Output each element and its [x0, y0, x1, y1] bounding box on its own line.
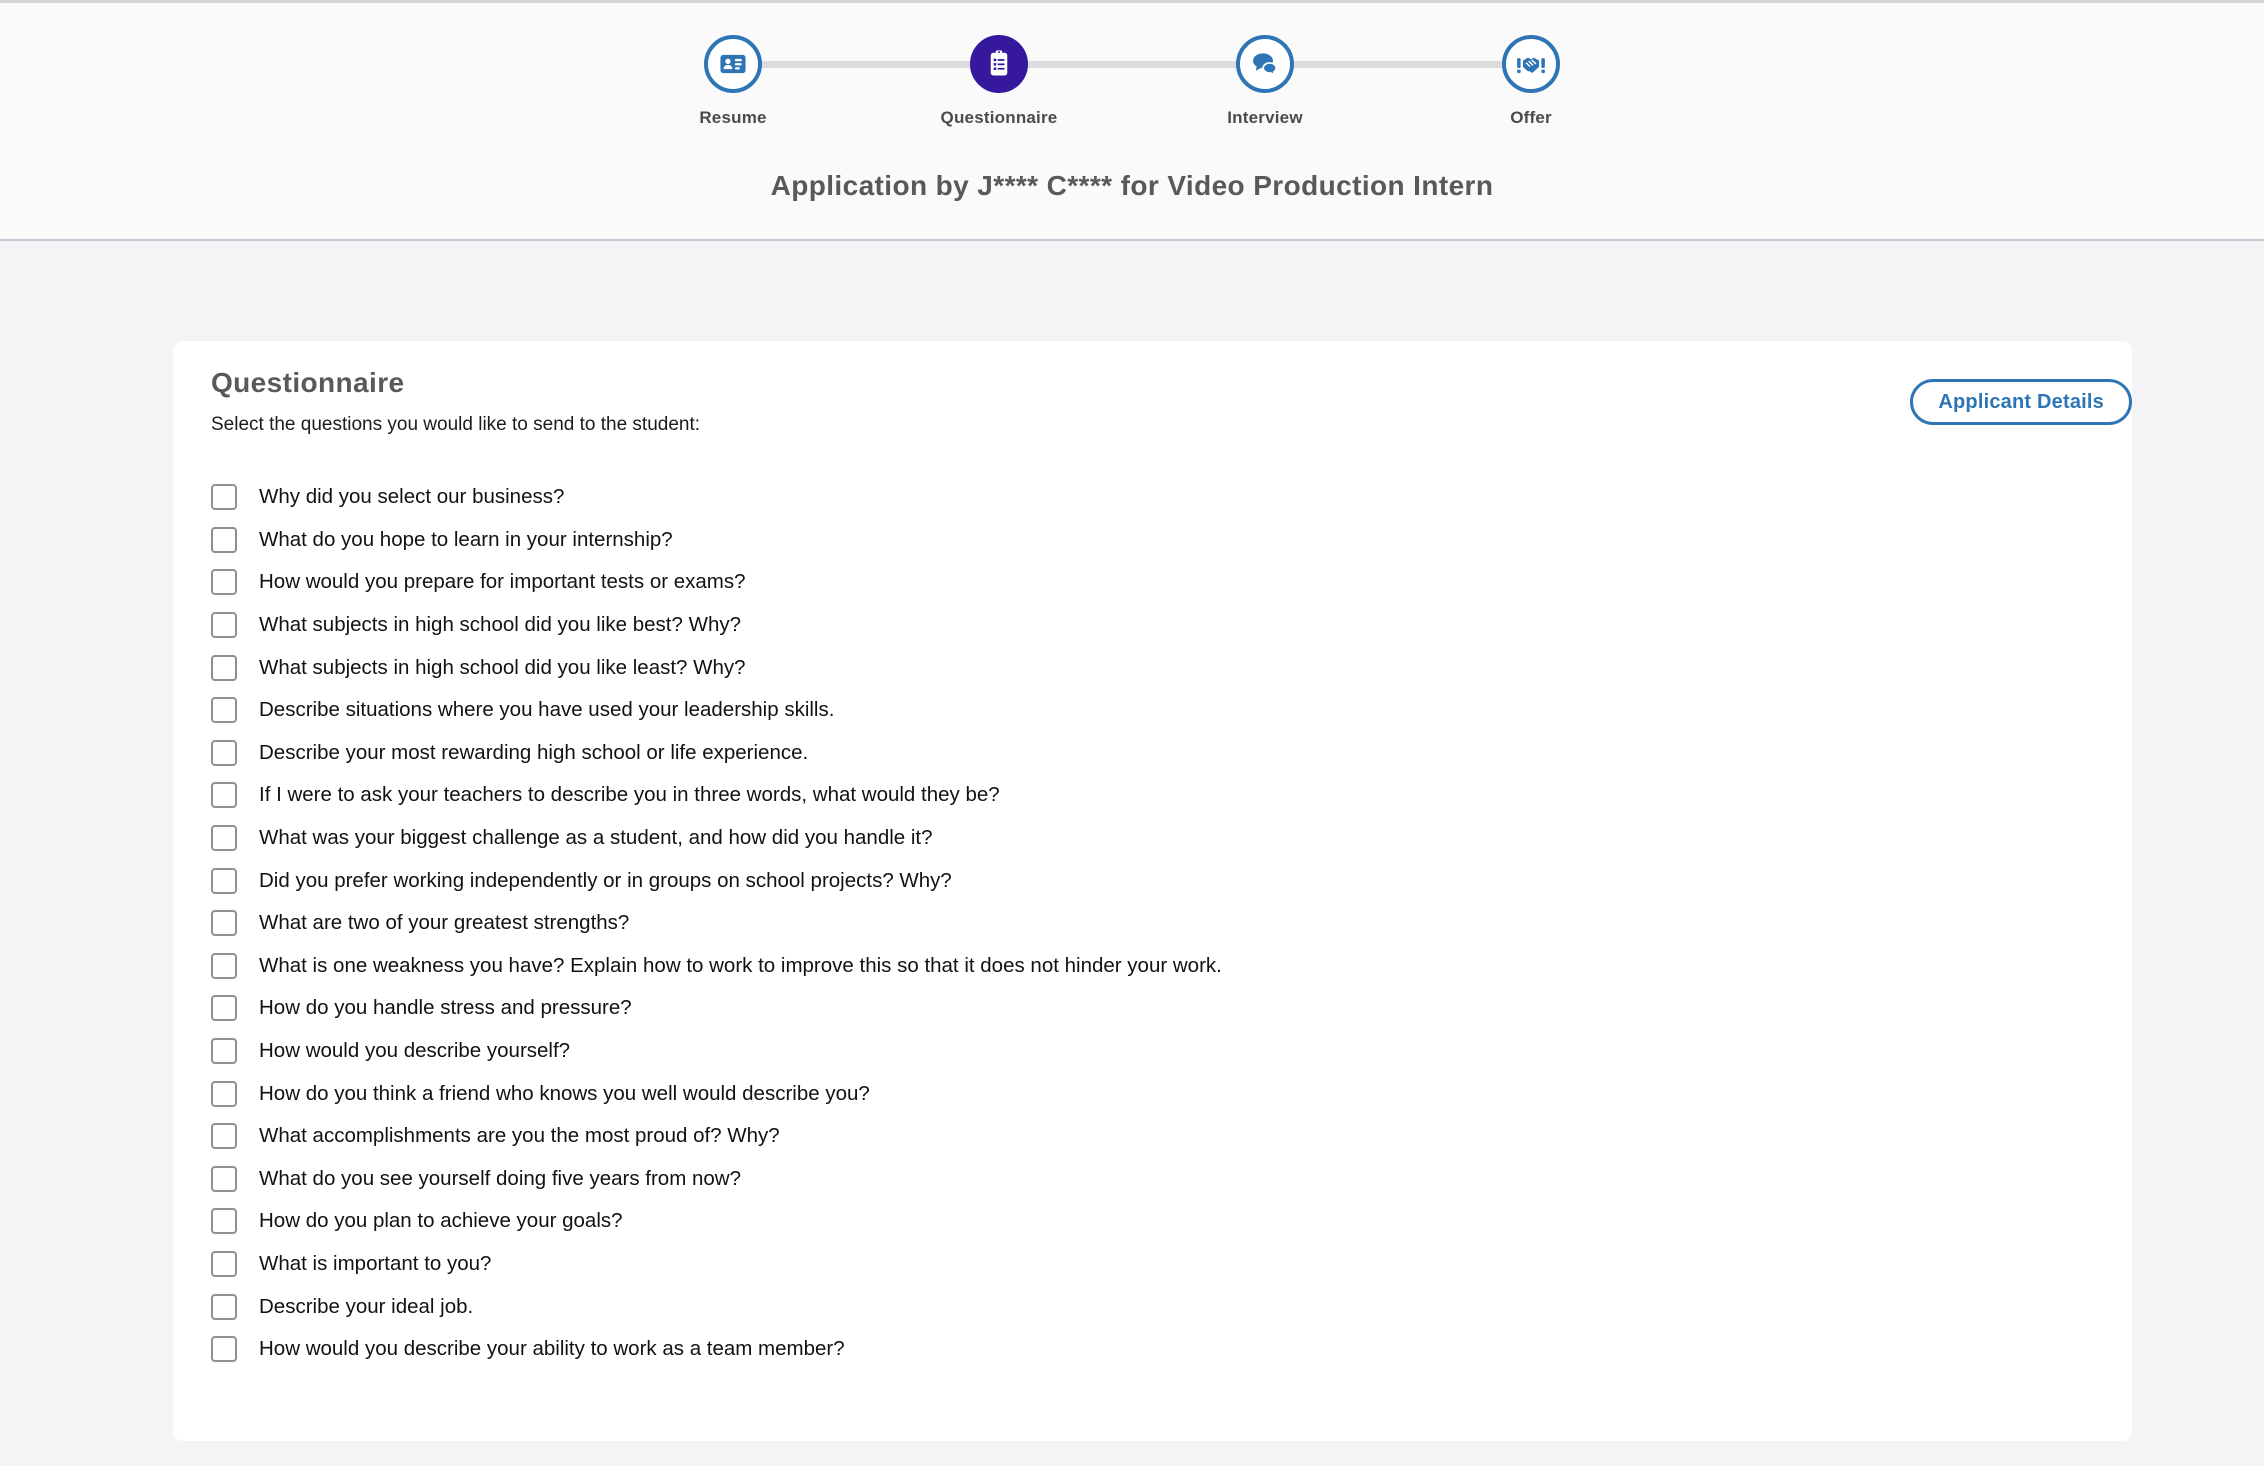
question-row[interactable]: [211, 689, 2092, 732]
question-list: [211, 476, 2092, 1370]
question-checkbox[interactable]: [211, 484, 237, 510]
question-row[interactable]: [211, 1158, 2092, 1201]
question-label: What subjects in high school did you like least? Why?: [259, 655, 746, 679]
stepper-step-offer[interactable]: [1398, 35, 1664, 128]
question-row[interactable]: [211, 774, 2092, 817]
question-checkbox[interactable]: [211, 953, 237, 979]
question-label: Did you prefer working independently or in groups on school projects? Why?: [259, 868, 952, 892]
question-label: How do you think a friend who knows you well would describe you?: [259, 1081, 870, 1105]
question-label: Describe situations where you have used your leadership skills.: [259, 698, 835, 722]
chat-bubbles-icon: [1249, 48, 1281, 80]
applicant-details-button[interactable]: Applicant Details: [1910, 379, 2132, 425]
question-row[interactable]: [211, 1072, 2092, 1115]
question-row[interactable]: [211, 604, 2092, 647]
question-checkbox[interactable]: [211, 782, 237, 808]
question-label: How would you describe your ability to work as a team member?: [259, 1337, 845, 1361]
question-label: What do you hope to learn in your internship?: [259, 527, 673, 551]
question-row[interactable]: [211, 1285, 2092, 1328]
stepper-label-offer: Offer: [1510, 108, 1552, 127]
question-label: What is important to you?: [259, 1251, 492, 1275]
stepper-step-interview[interactable]: [1132, 35, 1398, 128]
question-label: How do you handle stress and pressure?: [259, 996, 632, 1020]
question-row[interactable]: [211, 1328, 2092, 1371]
stepper-step-questionnaire[interactable]: [866, 35, 1132, 128]
question-checkbox[interactable]: [211, 1166, 237, 1192]
questionnaire-card: [173, 341, 2132, 1441]
question-label: What are two of your greatest strengths?: [259, 911, 630, 935]
question-checkbox[interactable]: [211, 1038, 237, 1064]
questionnaire-instruction: Select the questions you would like to send to the student:: [211, 414, 701, 435]
question-checkbox[interactable]: [211, 825, 237, 851]
offer-step-circle: [1502, 35, 1560, 93]
question-label: If I were to ask your teachers to describe you in three words, what would they be?: [259, 783, 1000, 807]
question-row[interactable]: [211, 859, 2092, 902]
resume-step-circle: [704, 35, 762, 93]
id-card-icon: [717, 48, 749, 80]
question-row[interactable]: [211, 561, 2092, 604]
question-row[interactable]: [211, 476, 2092, 519]
question-row[interactable]: [211, 945, 2092, 988]
question-label: How do you plan to achieve your goals?: [259, 1209, 623, 1233]
stepper-step-resume[interactable]: [600, 35, 866, 128]
question-label: Describe your most rewarding high school or life experience.: [259, 740, 809, 764]
question-checkbox[interactable]: [211, 910, 237, 936]
handshake-icon: [1515, 48, 1547, 80]
question-checkbox[interactable]: [211, 527, 237, 553]
question-checkbox[interactable]: [211, 868, 237, 894]
main-content: [0, 341, 2264, 1466]
question-checkbox[interactable]: [211, 569, 237, 595]
question-row[interactable]: [211, 817, 2092, 860]
question-label: How would you describe yourself?: [259, 1039, 571, 1063]
questionnaire-step-circle: [970, 35, 1028, 93]
question-checkbox[interactable]: [211, 740, 237, 766]
question-row[interactable]: [211, 732, 2092, 775]
question-row[interactable]: [211, 1200, 2092, 1243]
question-label: What accomplishments are you the most proud of? Why?: [259, 1124, 780, 1148]
question-label: How would you prepare for important tests or exams?: [259, 570, 746, 594]
question-checkbox[interactable]: [211, 1336, 237, 1362]
question-label: Describe your ideal job.: [259, 1294, 474, 1318]
question-row[interactable]: [211, 902, 2092, 945]
question-checkbox[interactable]: [211, 697, 237, 723]
stepper-label-resume: Resume: [699, 108, 767, 127]
question-row[interactable]: [211, 1243, 2092, 1286]
question-row[interactable]: [211, 1030, 2092, 1073]
stepper-label-questionnaire: Questionnaire: [940, 108, 1058, 127]
question-row[interactable]: [211, 987, 2092, 1030]
question-label: What subjects in high school did you like best? Why?: [259, 613, 742, 637]
question-checkbox[interactable]: [211, 655, 237, 681]
clipboard-icon: [983, 48, 1015, 80]
question-label: What do you see yourself doing five years from now?: [259, 1166, 741, 1190]
question-checkbox[interactable]: [211, 1081, 237, 1107]
application-stepper: [600, 3, 1664, 128]
question-row[interactable]: [211, 1115, 2092, 1158]
question-label: What is one weakness you have? Explain how to work to improve this so that it does not hinder your work.: [259, 953, 1222, 977]
question-checkbox[interactable]: [211, 612, 237, 638]
header: [0, 0, 2264, 241]
question-row[interactable]: [211, 519, 2092, 562]
question-checkbox[interactable]: [211, 995, 237, 1021]
question-checkbox[interactable]: [211, 1208, 237, 1234]
question-checkbox[interactable]: [211, 1294, 237, 1320]
question-checkbox[interactable]: [211, 1123, 237, 1149]
questionnaire-heading: Questionnaire: [211, 367, 405, 398]
page-title: Application by J**** C**** for Video Production Intern: [770, 170, 1494, 201]
question-row[interactable]: [211, 646, 2092, 689]
question-label: What was your biggest challenge as a student, and how did you handle it?: [259, 826, 933, 850]
stepper-label-interview: Interview: [1227, 108, 1303, 127]
question-checkbox[interactable]: [211, 1251, 237, 1277]
interview-step-circle: [1236, 35, 1294, 93]
question-label: Why did you select our business?: [259, 485, 565, 509]
